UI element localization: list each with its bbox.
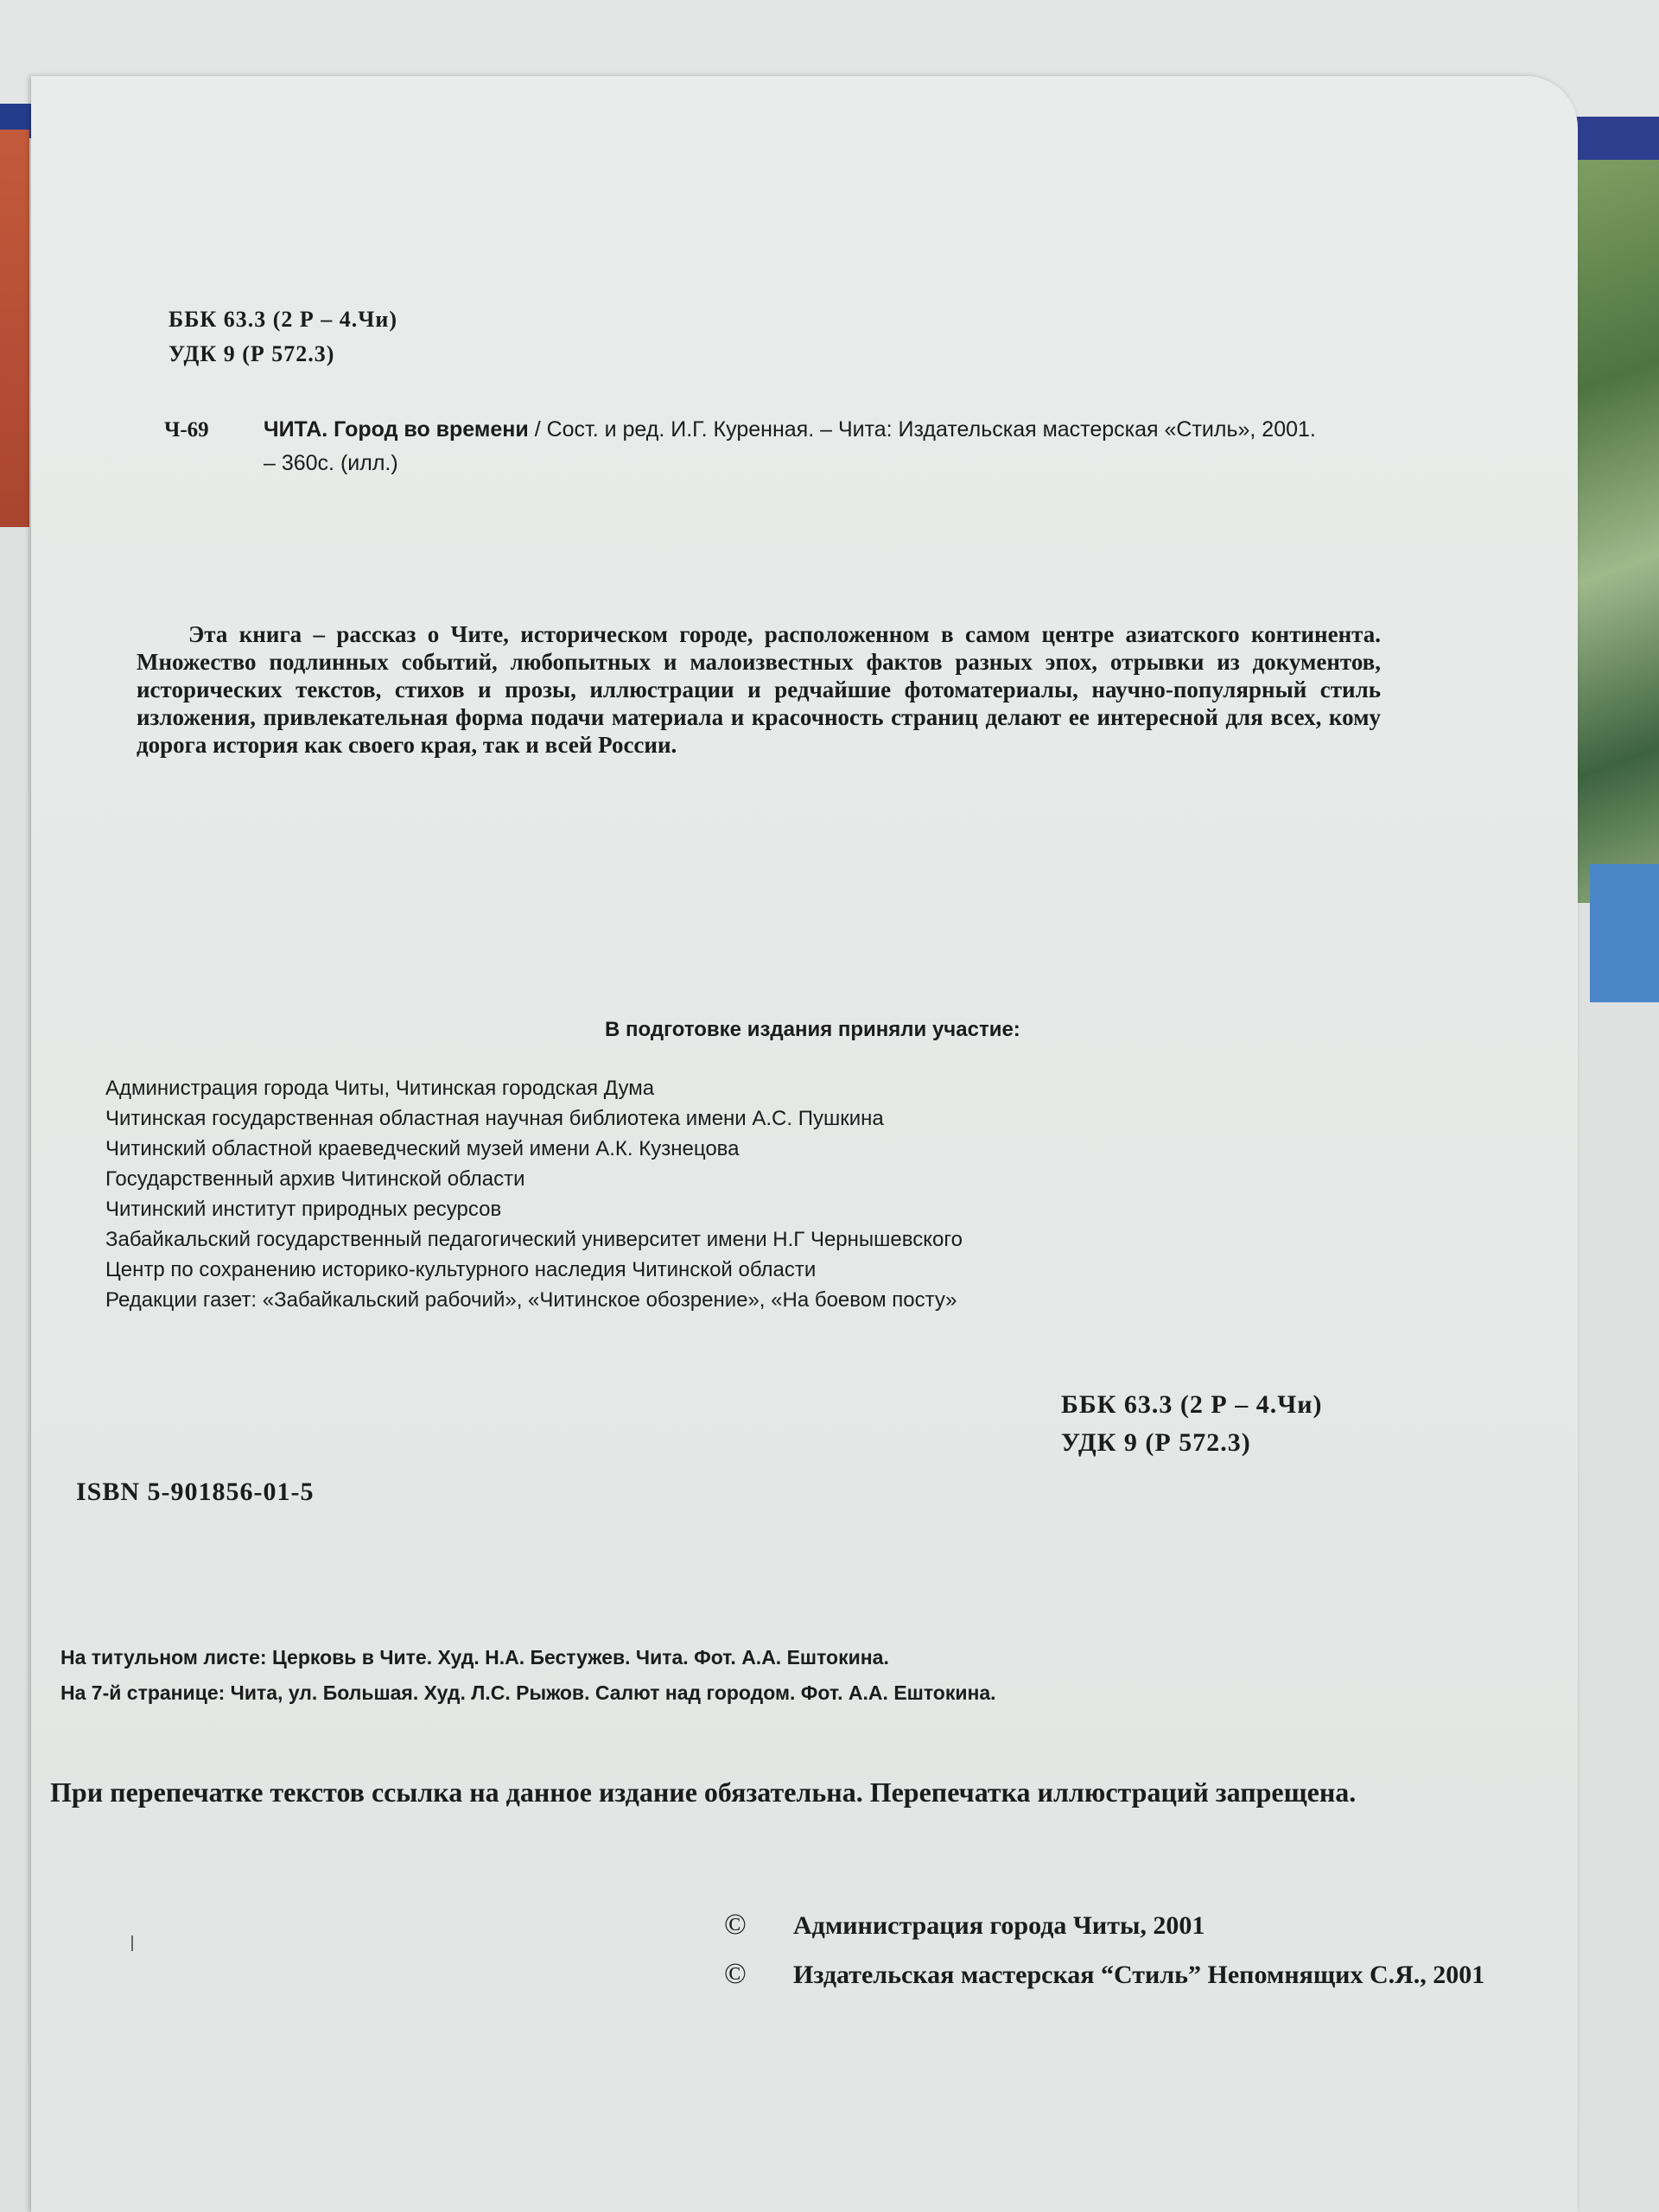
participants-list: [105, 1073, 963, 1315]
copyright-line: [724, 1901, 1484, 1950]
author-mark: Ч-69: [164, 418, 209, 442]
catalog-entry: [164, 413, 1316, 480]
copyright-line: [724, 1950, 1484, 1999]
udk-code: УДК 9 (Р 572.3): [168, 341, 335, 366]
udk-code: УДК 9 (Р 572.3): [1061, 1428, 1251, 1457]
participant-item: Читинская государственная областная научная библиотека имени А.С. Пушкина: [105, 1107, 884, 1130]
participant-item: Центр по сохранению историко-культурного наследия Читинской области: [105, 1258, 817, 1281]
book-cover-image-edge-sky: [1590, 864, 1659, 1002]
illustration-captions: [60, 1640, 996, 1711]
bbk-code: ББК 63.3 (2 Р – 4.Чи): [168, 307, 397, 332]
copyright-holder: Издательская мастерская “Стиль” Непомнящих С.Я., 2001: [793, 1961, 1485, 1989]
caption-title-page: На титульном листе: Церковь в Чите. Худ. Н.А. Бестужев. Чита. Фот. А.А. Ештокина.: [60, 1646, 889, 1669]
participant-item: Забайкальский государственный педагогический университет имени Н.Г Чернышевского: [105, 1228, 963, 1251]
participant-item: Читинский областной краеведческий музей имени А.К. Кузнецова: [105, 1137, 740, 1160]
copyright-icon: ©: [724, 1958, 747, 1990]
participant-item: Редакции газет: «Забайкальский рабочий», «Читинское обозрение», «На боевом посту»: [105, 1288, 957, 1312]
participant-item: Администрация города Читы, Читинская городская Дума: [105, 1077, 655, 1100]
copyright-block: [724, 1901, 1484, 1999]
caption-page-7: На 7-й странице: Чита, ул. Большая. Худ. Л.С. Рыжов. Салют над городом. Фот. А.А. Ештокина.: [60, 1681, 996, 1704]
book-cover-image-edge: [1573, 160, 1659, 903]
reprint-notice: При перепечатке текстов ссылка на данное издание обязательна. Перепечатка иллюстраций запрещена.: [50, 1777, 1357, 1808]
book-cover-edge-left-red: [0, 130, 29, 527]
bbk-udk-bottom: [1061, 1386, 1323, 1462]
book-abstract: Эта книга – рассказ о Чите, историческом городе, расположенном в самом центре азиатского континента. Множество подлинных событий, любопытных и малоизвестных фактов разных эпох, отрывки из документов, исторических текстов, стихов и прозы, иллюстрации и редчайшие фотоматериалы, научно-популярный стиль изложения, привлекательная форма подачи материала и красочность страниц делают ее интересной для всех, кому дорога история как своего края, так и всей России.: [137, 621, 1381, 758]
book-title: ЧИТА. Город во времени: [264, 417, 529, 442]
copyright-holder: Администрация города Читы, 2001: [793, 1911, 1205, 1940]
page-count: – 360с. (илл.): [264, 451, 398, 475]
publication-details: / Сост. и ред. И.Г. Куренная. – Чита: Издательская мастерская «Стиль», 2001.: [528, 417, 1316, 442]
participant-item: Государственный архив Читинской области: [105, 1167, 525, 1191]
pencil-mark: [131, 1936, 133, 1951]
bbk-code: ББК 63.3 (2 Р – 4.Чи): [1061, 1390, 1323, 1419]
isbn: ISBN 5-901856-01-5: [76, 1478, 315, 1506]
participants-heading: В подготовке издания приняли участие:: [605, 1018, 1020, 1041]
participant-item: Читинский институт природных ресурсов: [105, 1198, 502, 1221]
copyright-icon: ©: [724, 1909, 747, 1941]
bbk-udk-top: [168, 302, 397, 372]
